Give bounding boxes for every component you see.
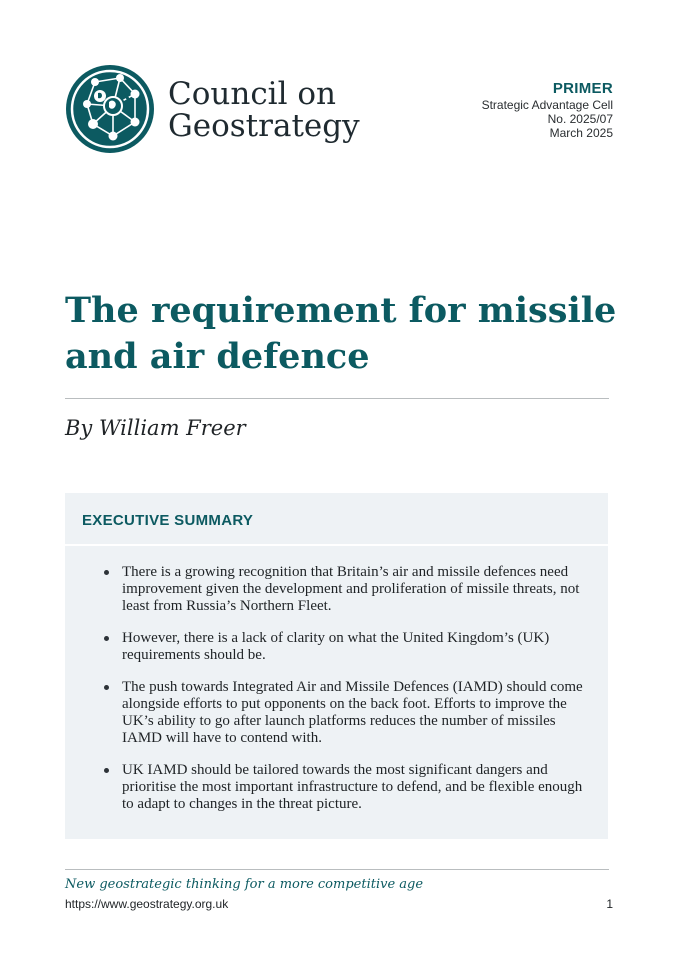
organisation-name-line-1: Council on: [168, 76, 336, 112]
document-title: The requirement for missile and air defence: [65, 290, 617, 377]
globe-network-logo-icon: [65, 64, 155, 154]
byline: By William Freer: [65, 416, 246, 440]
document-meta: [482, 80, 613, 140]
footer-tagline: New geostrategic thinking for a more competitive age: [65, 877, 424, 892]
organisation-name-line-2: Geostrategy: [168, 108, 360, 144]
executive-summary-heading: EXECUTIVE SUMMARY: [65, 493, 608, 546]
document-unit: Strategic Advantage Cell: [481, 98, 613, 112]
executive-summary-list: [65, 546, 608, 813]
document-number: No. 2025/07: [547, 112, 613, 126]
summary-item: There is a growing recognition that Britain’s air and missile defences need improvement given the development and proliferation of missile threats, not least from Russia’s Northern Fleet.: [122, 564, 588, 615]
footer-divider: [65, 869, 609, 870]
summary-item: The push towards Integrated Air and Missile Defences (IAMD) should come alongside efforts to put opponents on the back foot. Efforts to improve the UK’s ability to go after launch platforms reduces the number of missiles IAMD will have to contend with.: [122, 679, 588, 747]
document-date: March 2025: [549, 126, 613, 140]
summary-item: However, there is a lack of clarity on what the United Kingdom’s (UK) requirements should be.: [122, 630, 588, 664]
document-kind: PRIMER: [552, 80, 613, 97]
organisation-name: [168, 78, 360, 142]
summary-item: UK IAMD should be tailored towards the most significant dangers and prioritise the most important infrastructure to defend, and be flexible enough to adapt to changes in the threat picture.: [122, 762, 588, 813]
footer-url[interactable]: https://www.geostrategy.org.uk: [65, 897, 229, 911]
page-number: 1: [606, 897, 613, 911]
executive-summary-box: [65, 493, 608, 839]
title-divider: [65, 398, 609, 399]
